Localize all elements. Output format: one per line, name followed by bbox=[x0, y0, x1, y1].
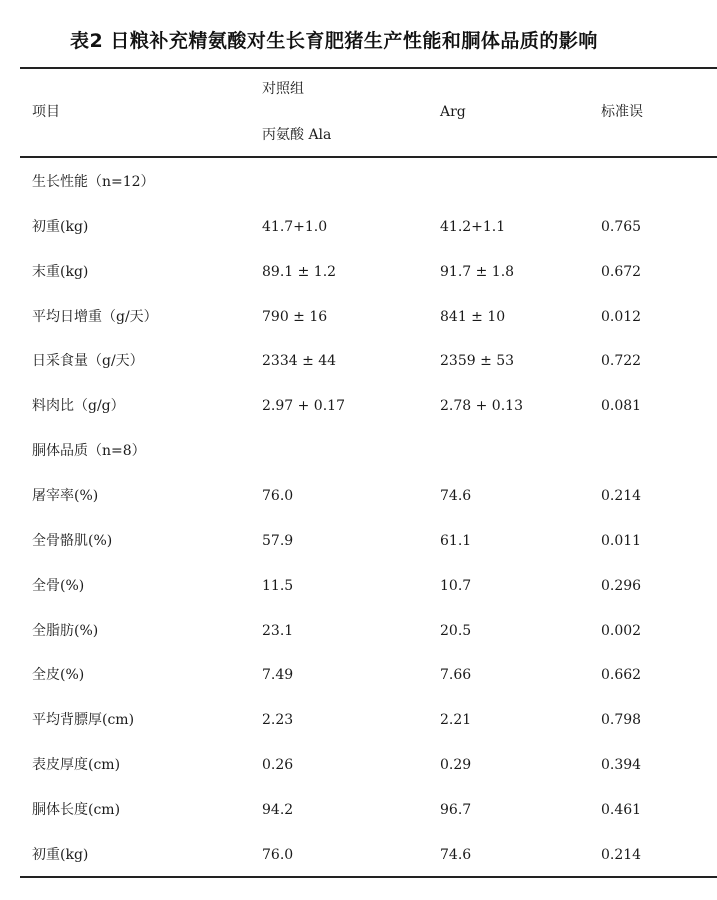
table-row bbox=[0, 711, 717, 729]
row-sem: 0.012 bbox=[601, 309, 642, 325]
table-row bbox=[0, 442, 717, 460]
row-sem: 0.214 bbox=[601, 488, 642, 504]
table-row bbox=[0, 487, 717, 505]
row-item: 屠宰率(%) bbox=[32, 488, 99, 504]
table-row bbox=[0, 352, 717, 370]
table-row bbox=[0, 666, 717, 684]
row-arg: 20.5 bbox=[440, 623, 472, 639]
table-row bbox=[0, 218, 717, 236]
table-row bbox=[0, 173, 717, 191]
row-item: 胴体长度(cm) bbox=[32, 802, 121, 818]
row-control: 2.23 bbox=[262, 712, 294, 728]
row-item: 料肉比（g/g） bbox=[32, 398, 125, 414]
row-control: 94.2 bbox=[262, 802, 294, 818]
row-arg: 96.7 bbox=[440, 802, 472, 818]
header-item: 项目 bbox=[32, 104, 60, 120]
row-item: 平均背膘厚(cm) bbox=[32, 712, 135, 728]
row-sem: 0.296 bbox=[601, 578, 642, 594]
row-item: 末重(kg) bbox=[32, 264, 89, 280]
row-item: 日采食量（g/天） bbox=[32, 353, 144, 369]
row-arg: 2359 ± 53 bbox=[440, 353, 515, 369]
row-sem: 0.765 bbox=[601, 219, 642, 235]
row-control: 89.1 ± 1.2 bbox=[262, 264, 337, 280]
row-arg: 2.21 bbox=[440, 712, 472, 728]
row-arg: 10.7 bbox=[440, 578, 472, 594]
row-item: 全骨(%) bbox=[32, 578, 85, 594]
table-row bbox=[0, 622, 717, 640]
row-arg: 41.2+1.1 bbox=[440, 219, 506, 235]
row-control: 76.0 bbox=[262, 488, 294, 504]
row-control: 2.97 + 0.17 bbox=[262, 398, 345, 414]
header-arg: Arg bbox=[440, 104, 466, 120]
row-sem: 0.798 bbox=[601, 712, 642, 728]
row-control: 790 ± 16 bbox=[262, 309, 328, 325]
row-item: 全骨骼肌(%) bbox=[32, 533, 113, 549]
row-control: 11.5 bbox=[262, 578, 294, 594]
header-sem: 标准误 bbox=[601, 104, 643, 120]
row-item: 初重(kg) bbox=[32, 847, 89, 863]
bottom-rule bbox=[20, 876, 717, 878]
row-arg: 91.7 ± 1.8 bbox=[440, 264, 515, 280]
table-row bbox=[0, 577, 717, 595]
table-row bbox=[0, 397, 717, 415]
row-item: 胴体品质（n=8） bbox=[32, 443, 146, 459]
table-title: 表2 日粮补充精氨酸对生长育肥猪生产性能和胴体品质的影响 bbox=[70, 30, 598, 52]
row-item: 平均日增重（g/天） bbox=[32, 309, 158, 325]
table-row bbox=[0, 756, 717, 774]
header-rule bbox=[20, 156, 717, 158]
row-sem: 0.081 bbox=[601, 398, 642, 414]
row-sem: 0.722 bbox=[601, 353, 642, 369]
row-arg: 0.29 bbox=[440, 757, 472, 773]
table-row bbox=[0, 308, 717, 326]
row-sem: 0.461 bbox=[601, 802, 642, 818]
row-sem: 0.214 bbox=[601, 847, 642, 863]
row-sem: 0.011 bbox=[601, 533, 642, 549]
row-arg: 74.6 bbox=[440, 847, 472, 863]
row-control: 57.9 bbox=[262, 533, 294, 549]
row-control: 23.1 bbox=[262, 623, 294, 639]
row-arg: 74.6 bbox=[440, 488, 472, 504]
row-arg: 841 ± 10 bbox=[440, 309, 506, 325]
table-row bbox=[0, 263, 717, 281]
row-sem: 0.394 bbox=[601, 757, 642, 773]
header-control-line1: 对照组 bbox=[262, 81, 304, 97]
row-sem: 0.002 bbox=[601, 623, 642, 639]
row-item: 全脂肪(%) bbox=[32, 623, 99, 639]
row-sem: 0.672 bbox=[601, 264, 642, 280]
row-item: 生长性能（n=12） bbox=[32, 174, 155, 190]
row-control: 76.0 bbox=[262, 847, 294, 863]
header-control-line2: 丙氨酸 Ala bbox=[262, 127, 332, 143]
row-arg: 2.78 + 0.13 bbox=[440, 398, 523, 414]
table-row bbox=[0, 532, 717, 550]
row-arg: 61.1 bbox=[440, 533, 472, 549]
table-row bbox=[0, 801, 717, 819]
row-item: 表皮厚度(cm) bbox=[32, 757, 121, 773]
row-control: 0.26 bbox=[262, 757, 294, 773]
row-control: 2334 ± 44 bbox=[262, 353, 337, 369]
top-rule bbox=[20, 67, 717, 69]
row-arg: 7.66 bbox=[440, 667, 472, 683]
row-item: 全皮(%) bbox=[32, 667, 85, 683]
table-row bbox=[0, 846, 717, 864]
row-control: 7.49 bbox=[262, 667, 294, 683]
row-item: 初重(kg) bbox=[32, 219, 89, 235]
row-control: 41.7+1.0 bbox=[262, 219, 328, 235]
row-sem: 0.662 bbox=[601, 667, 642, 683]
